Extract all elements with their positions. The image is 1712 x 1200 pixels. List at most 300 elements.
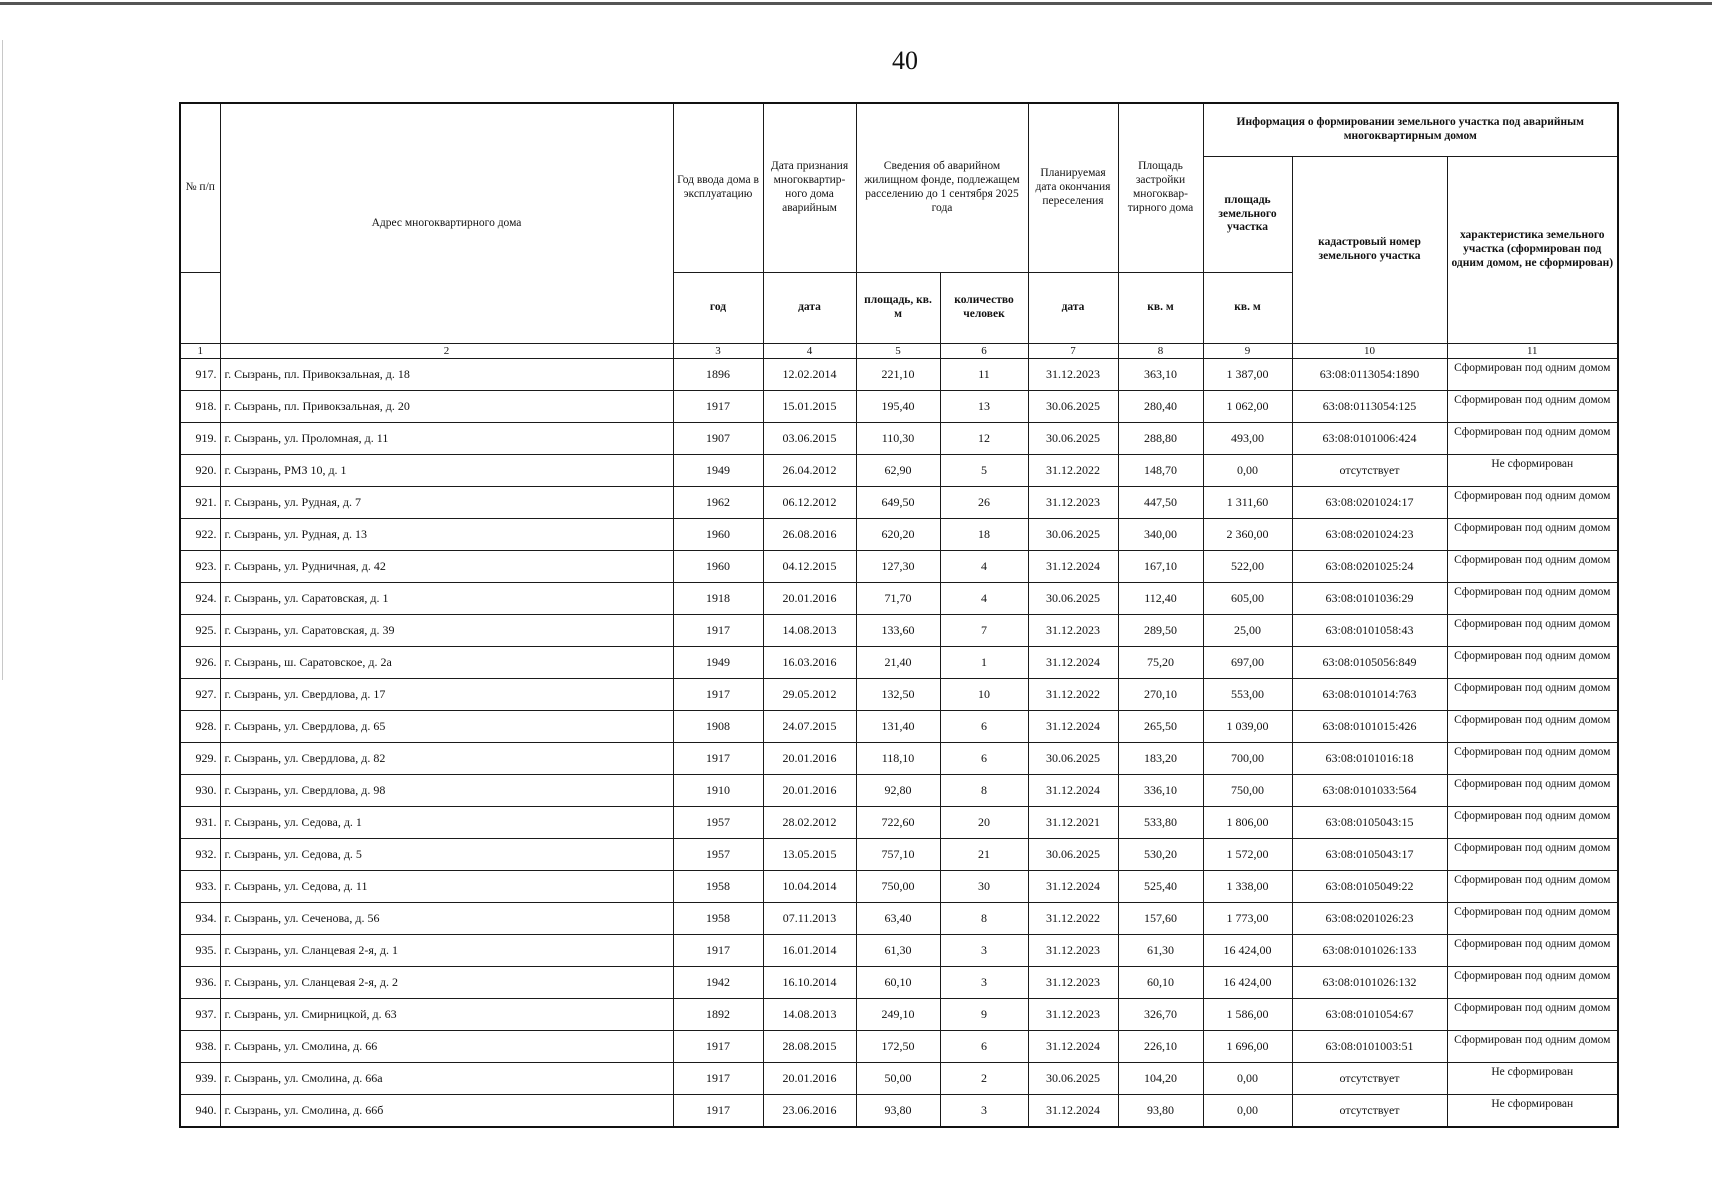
- planned-date: 30.06.2025: [1028, 519, 1118, 551]
- house-address: г. Сызрань, ул. Смолина, д. 66б: [220, 1095, 673, 1128]
- land-status-text: Сформирован под одним домом: [1454, 361, 1611, 374]
- unit-planned-date: дата: [1028, 273, 1118, 344]
- table-row: [180, 839, 1618, 871]
- building-area: 104,20: [1118, 1063, 1203, 1095]
- header-year: Год ввода дома в эксплуатацию: [673, 103, 763, 273]
- row-number: 921.: [180, 487, 220, 519]
- planned-date: 31.12.2023: [1028, 487, 1118, 519]
- cadastral-number: 63:08:0101016:18: [1292, 743, 1447, 775]
- fund-area: 249,10: [856, 999, 940, 1031]
- land-status: [1447, 679, 1618, 711]
- row-number: 919.: [180, 423, 220, 455]
- people-count: 11: [940, 359, 1028, 391]
- land-status-text: Не сформирован: [1491, 1097, 1574, 1110]
- row-number: 927.: [180, 679, 220, 711]
- land-status: [1447, 359, 1618, 391]
- land-status-text: Сформирован под одним домом: [1454, 489, 1611, 502]
- table-row: [180, 871, 1618, 903]
- row-number: 939.: [180, 1063, 220, 1095]
- commission-year: 1958: [673, 871, 763, 903]
- unit-year: год: [673, 273, 763, 344]
- land-status: [1447, 423, 1618, 455]
- recognition-date: 29.05.2012: [763, 679, 856, 711]
- column-number-row: [180, 344, 1618, 359]
- column-number: 7: [1028, 344, 1118, 359]
- house-address: г. Сызрань, пл. Привокзальная, д. 20: [220, 391, 673, 423]
- commission-year: 1960: [673, 551, 763, 583]
- recognition-date: 16.01.2014: [763, 935, 856, 967]
- cadastral-number: 63:08:0201024:23: [1292, 519, 1447, 551]
- planned-date: 31.12.2024: [1028, 647, 1118, 679]
- commission-year: 1962: [673, 487, 763, 519]
- unit-land-sqm: кв. м: [1203, 273, 1292, 344]
- land-area: 16 424,00: [1203, 967, 1292, 999]
- row-number: 920.: [180, 455, 220, 487]
- header-address: Адрес многоквартирного дома: [220, 103, 673, 344]
- house-address: г. Сызрань, ул. Седова, д. 11: [220, 871, 673, 903]
- table-row: [180, 679, 1618, 711]
- recognition-date: 26.08.2016: [763, 519, 856, 551]
- land-status-text: Сформирован под одним домом: [1454, 809, 1611, 822]
- table-row: [180, 615, 1618, 647]
- scan-edge-mark: [2, 40, 3, 680]
- fund-area: 50,00: [856, 1063, 940, 1095]
- recognition-date: 24.07.2015: [763, 711, 856, 743]
- land-status: [1447, 519, 1618, 551]
- commission-year: 1957: [673, 839, 763, 871]
- land-status-text: Сформирован под одним домом: [1454, 553, 1611, 566]
- land-status: [1447, 487, 1618, 519]
- building-area: 167,10: [1118, 551, 1203, 583]
- land-status: [1447, 839, 1618, 871]
- land-status: [1447, 967, 1618, 999]
- house-address: г. Сызрань, пл. Привокзальная, д. 18: [220, 359, 673, 391]
- commission-year: 1908: [673, 711, 763, 743]
- land-status-text: Сформирован под одним домом: [1454, 713, 1611, 726]
- recognition-date: 06.12.2012: [763, 487, 856, 519]
- land-status: [1447, 1063, 1618, 1095]
- table-row: [180, 711, 1618, 743]
- building-area: 289,50: [1118, 615, 1203, 647]
- table-row: [180, 935, 1618, 967]
- commission-year: 1917: [673, 743, 763, 775]
- fund-area: 172,50: [856, 1031, 940, 1063]
- fund-area: 221,10: [856, 359, 940, 391]
- house-address: г. Сызрань, ул. Сеченова, д. 56: [220, 903, 673, 935]
- building-area: 530,20: [1118, 839, 1203, 871]
- building-area: 447,50: [1118, 487, 1203, 519]
- building-area: 270,10: [1118, 679, 1203, 711]
- fund-area: 750,00: [856, 871, 940, 903]
- table-row: [180, 999, 1618, 1031]
- fund-area: 132,50: [856, 679, 940, 711]
- unit-date: дата: [763, 273, 856, 344]
- house-address: г. Сызрань, ул. Саратовская, д. 39: [220, 615, 673, 647]
- planned-date: 31.12.2023: [1028, 967, 1118, 999]
- land-status-text: Сформирован под одним домом: [1454, 1033, 1611, 1046]
- land-status: [1447, 999, 1618, 1031]
- fund-area: 133,60: [856, 615, 940, 647]
- emergency-housing-table: [179, 102, 1619, 1128]
- column-number: 2: [220, 344, 673, 359]
- row-number: 930.: [180, 775, 220, 807]
- house-address: г. Сызрань, ул. Свердлова, д. 65: [220, 711, 673, 743]
- header-cadastral: кадастровый номер земельного участка: [1292, 157, 1447, 344]
- cadastral-number: отсутствует: [1292, 1095, 1447, 1128]
- fund-area: 195,40: [856, 391, 940, 423]
- row-number: 937.: [180, 999, 220, 1031]
- commission-year: 1942: [673, 967, 763, 999]
- building-area: 336,10: [1118, 775, 1203, 807]
- fund-area: 62,90: [856, 455, 940, 487]
- table-row: [180, 455, 1618, 487]
- unit-people: количество человек: [940, 273, 1028, 344]
- recognition-date: 07.11.2013: [763, 903, 856, 935]
- land-status-text: Сформирован под одним домом: [1454, 969, 1611, 982]
- people-count: 6: [940, 1031, 1028, 1063]
- fund-area: 649,50: [856, 487, 940, 519]
- cadastral-number: 63:08:0101003:51: [1292, 1031, 1447, 1063]
- commission-year: 1949: [673, 455, 763, 487]
- people-count: 21: [940, 839, 1028, 871]
- house-address: г. Сызрань, ул. Рудная, д. 7: [220, 487, 673, 519]
- cadastral-number: отсутствует: [1292, 455, 1447, 487]
- land-area: 16 424,00: [1203, 935, 1292, 967]
- building-area: 112,40: [1118, 583, 1203, 615]
- building-area: 280,40: [1118, 391, 1203, 423]
- planned-date: 30.06.2025: [1028, 1063, 1118, 1095]
- land-status: [1447, 455, 1618, 487]
- table-row: [180, 743, 1618, 775]
- land-area: 0,00: [1203, 455, 1292, 487]
- building-area: 60,10: [1118, 967, 1203, 999]
- column-number: 4: [763, 344, 856, 359]
- cadastral-number: 63:08:0201026:23: [1292, 903, 1447, 935]
- land-status-text: Сформирован под одним домом: [1454, 393, 1611, 406]
- recognition-date: 04.12.2015: [763, 551, 856, 583]
- land-area: 1 062,00: [1203, 391, 1292, 423]
- land-status: [1447, 871, 1618, 903]
- land-status-text: Сформирован под одним домом: [1454, 1001, 1611, 1014]
- header-land-info: Информация о формировании земельного участка под аварийным многоквартирным домом: [1203, 103, 1618, 157]
- planned-date: 31.12.2023: [1028, 999, 1118, 1031]
- planned-date: 30.06.2025: [1028, 391, 1118, 423]
- column-number: 3: [673, 344, 763, 359]
- commission-year: 1960: [673, 519, 763, 551]
- house-address: г. Сызрань, ш. Саратовское, д. 2а: [220, 647, 673, 679]
- row-number: 935.: [180, 935, 220, 967]
- commission-year: 1957: [673, 807, 763, 839]
- land-status-text: Сформирован под одним домом: [1454, 521, 1611, 534]
- land-status-text: Сформирован под одним домом: [1454, 937, 1611, 950]
- land-area: 553,00: [1203, 679, 1292, 711]
- commission-year: 1917: [673, 1031, 763, 1063]
- commission-year: 1917: [673, 391, 763, 423]
- fund-area: 60,10: [856, 967, 940, 999]
- building-area: 61,30: [1118, 935, 1203, 967]
- planned-date: 30.06.2025: [1028, 839, 1118, 871]
- house-address: г. Сызрань, ул. Саратовская, д. 1: [220, 583, 673, 615]
- cadastral-number: 63:08:0105043:15: [1292, 807, 1447, 839]
- row-number: 934.: [180, 903, 220, 935]
- building-area: 75,20: [1118, 647, 1203, 679]
- people-count: 30: [940, 871, 1028, 903]
- page-number: 40: [892, 46, 918, 75]
- header-land-area: площадь земельного участка: [1203, 157, 1292, 273]
- cadastral-number: 63:08:0101026:132: [1292, 967, 1447, 999]
- table-row: [180, 1095, 1618, 1128]
- house-address: г. Сызрань, ул. Рудничная, д. 42: [220, 551, 673, 583]
- table-row: [180, 359, 1618, 391]
- building-area: 183,20: [1118, 743, 1203, 775]
- commission-year: 1907: [673, 423, 763, 455]
- row-number: 925.: [180, 615, 220, 647]
- people-count: 6: [940, 743, 1028, 775]
- land-area: 493,00: [1203, 423, 1292, 455]
- commission-year: 1949: [673, 647, 763, 679]
- recognition-date: 12.02.2014: [763, 359, 856, 391]
- fund-area: 118,10: [856, 743, 940, 775]
- row-number: 940.: [180, 1095, 220, 1128]
- house-address: г. Сызрань, РМЗ 10, д. 1: [220, 455, 673, 487]
- recognition-date: 15.01.2015: [763, 391, 856, 423]
- planned-date: 30.06.2025: [1028, 583, 1118, 615]
- people-count: 12: [940, 423, 1028, 455]
- cadastral-number: отсутствует: [1292, 1063, 1447, 1095]
- commission-year: 1892: [673, 999, 763, 1031]
- house-address: г. Сызрань, ул. Седова, д. 1: [220, 807, 673, 839]
- land-status: [1447, 615, 1618, 647]
- commission-year: 1910: [673, 775, 763, 807]
- table-row: [180, 1031, 1618, 1063]
- table-row: [180, 583, 1618, 615]
- building-area: 326,70: [1118, 999, 1203, 1031]
- planned-date: 31.12.2024: [1028, 775, 1118, 807]
- recognition-date: 20.01.2016: [763, 743, 856, 775]
- fund-area: 92,80: [856, 775, 940, 807]
- land-area: 1 806,00: [1203, 807, 1292, 839]
- planned-date: 31.12.2022: [1028, 455, 1118, 487]
- unit-sqm: кв. м: [1118, 273, 1203, 344]
- commission-year: 1958: [673, 903, 763, 935]
- cadastral-number: 63:08:0105049:22: [1292, 871, 1447, 903]
- row-number: 936.: [180, 967, 220, 999]
- land-status-text: Сформирован под одним домом: [1454, 777, 1611, 790]
- header-num: № п/п: [180, 103, 220, 273]
- land-status: [1447, 935, 1618, 967]
- land-status-text: Сформирован под одним домом: [1454, 681, 1611, 694]
- row-number: 932.: [180, 839, 220, 871]
- people-count: 3: [940, 1095, 1028, 1128]
- row-number: 922.: [180, 519, 220, 551]
- row-number: 938.: [180, 1031, 220, 1063]
- cadastral-number: 63:08:0101014:763: [1292, 679, 1447, 711]
- planned-date: 31.12.2024: [1028, 1095, 1118, 1128]
- header-land-characteristic: характеристика земельного участка (сформирован под одним домом, не сформирован): [1447, 157, 1618, 344]
- column-number: 6: [940, 344, 1028, 359]
- land-area: 1 039,00: [1203, 711, 1292, 743]
- recognition-date: 20.01.2016: [763, 583, 856, 615]
- people-count: 3: [940, 935, 1028, 967]
- land-area: 697,00: [1203, 647, 1292, 679]
- planned-date: 31.12.2023: [1028, 359, 1118, 391]
- recognition-date: 28.02.2012: [763, 807, 856, 839]
- commission-year: 1917: [673, 615, 763, 647]
- top-border-line: [0, 2, 1712, 5]
- people-count: 2: [940, 1063, 1028, 1095]
- commission-year: 1917: [673, 1095, 763, 1128]
- cadastral-number: 63:08:0101006:424: [1292, 423, 1447, 455]
- land-status-text: Сформирован под одним домом: [1454, 745, 1611, 758]
- column-number: 10: [1292, 344, 1447, 359]
- land-area: 0,00: [1203, 1095, 1292, 1128]
- people-count: 8: [940, 903, 1028, 935]
- land-area: 605,00: [1203, 583, 1292, 615]
- unit-area: площадь, кв. м: [856, 273, 940, 344]
- planned-date: 31.12.2023: [1028, 935, 1118, 967]
- land-area: 750,00: [1203, 775, 1292, 807]
- people-count: 6: [940, 711, 1028, 743]
- land-status: [1447, 903, 1618, 935]
- recognition-date: 10.04.2014: [763, 871, 856, 903]
- table-row: [180, 551, 1618, 583]
- people-count: 26: [940, 487, 1028, 519]
- fund-area: 71,70: [856, 583, 940, 615]
- commission-year: 1896: [673, 359, 763, 391]
- row-number: 928.: [180, 711, 220, 743]
- land-area: 1 696,00: [1203, 1031, 1292, 1063]
- row-number: 926.: [180, 647, 220, 679]
- building-area: 288,80: [1118, 423, 1203, 455]
- land-status: [1447, 1095, 1618, 1128]
- table-row: [180, 647, 1618, 679]
- building-area: 340,00: [1118, 519, 1203, 551]
- row-number: 923.: [180, 551, 220, 583]
- house-address: г. Сызрань, ул. Смолина, д. 66а: [220, 1063, 673, 1095]
- fund-area: 63,40: [856, 903, 940, 935]
- cadastral-number: 63:08:0101054:67: [1292, 999, 1447, 1031]
- table-row: [180, 903, 1618, 935]
- people-count: 4: [940, 551, 1028, 583]
- planned-date: 31.12.2023: [1028, 615, 1118, 647]
- fund-area: 127,30: [856, 551, 940, 583]
- commission-year: 1917: [673, 679, 763, 711]
- header-num-continued: [180, 273, 220, 344]
- recognition-date: 03.06.2015: [763, 423, 856, 455]
- cadastral-number: 63:08:0101026:133: [1292, 935, 1447, 967]
- row-number: 929.: [180, 743, 220, 775]
- people-count: 7: [940, 615, 1028, 647]
- commission-year: 1918: [673, 583, 763, 615]
- column-number: 5: [856, 344, 940, 359]
- header-planned-date: Планируемая дата окончания переселения: [1028, 103, 1118, 273]
- building-area: 363,10: [1118, 359, 1203, 391]
- header-recognition-date: Дата признания многоквартир-ного дома аварийным: [763, 103, 856, 273]
- recognition-date: 13.05.2015: [763, 839, 856, 871]
- land-area: 1 338,00: [1203, 871, 1292, 903]
- house-address: г. Сызрань, ул. Сланцевая 2-я, д. 2: [220, 967, 673, 999]
- land-status-text: Сформирован под одним домом: [1454, 649, 1611, 662]
- building-area: 533,80: [1118, 807, 1203, 839]
- recognition-date: 28.08.2015: [763, 1031, 856, 1063]
- land-status-text: Сформирован под одним домом: [1454, 585, 1611, 598]
- land-status: [1447, 807, 1618, 839]
- table-row: [180, 967, 1618, 999]
- row-number: 917.: [180, 359, 220, 391]
- fund-area: 757,10: [856, 839, 940, 871]
- column-number: 1: [180, 344, 220, 359]
- house-address: г. Сызрань, ул. Смолина, д. 66: [220, 1031, 673, 1063]
- house-address: г. Сызрань, ул. Проломная, д. 11: [220, 423, 673, 455]
- fund-area: 21,40: [856, 647, 940, 679]
- house-address: г. Сызрань, ул. Свердлова, д. 98: [220, 775, 673, 807]
- fund-area: 93,80: [856, 1095, 940, 1128]
- land-status: [1447, 647, 1618, 679]
- recognition-date: 16.03.2016: [763, 647, 856, 679]
- planned-date: 30.06.2025: [1028, 423, 1118, 455]
- cadastral-number: 63:08:0113054:125: [1292, 391, 1447, 423]
- cadastral-number: 63:08:0105056:849: [1292, 647, 1447, 679]
- table-row: [180, 519, 1618, 551]
- land-status: [1447, 391, 1618, 423]
- land-area: 0,00: [1203, 1063, 1292, 1095]
- table-row: [180, 391, 1618, 423]
- commission-year: 1917: [673, 935, 763, 967]
- column-number: 9: [1203, 344, 1292, 359]
- house-address: г. Сызрань, ул. Седова, д. 5: [220, 839, 673, 871]
- land-status-text: Не сформирован: [1491, 457, 1574, 470]
- land-status-text: Не сформирован: [1491, 1065, 1574, 1078]
- recognition-date: 20.01.2016: [763, 1063, 856, 1095]
- planned-date: 30.06.2025: [1028, 743, 1118, 775]
- table-row: [180, 423, 1618, 455]
- table-row: [180, 807, 1618, 839]
- land-status: [1447, 1031, 1618, 1063]
- planned-date: 31.12.2022: [1028, 903, 1118, 935]
- fund-area: 61,30: [856, 935, 940, 967]
- recognition-date: 26.04.2012: [763, 455, 856, 487]
- row-number: 924.: [180, 583, 220, 615]
- building-area: 93,80: [1118, 1095, 1203, 1128]
- recognition-date: 14.08.2013: [763, 615, 856, 647]
- land-status: [1447, 775, 1618, 807]
- recognition-date: 20.01.2016: [763, 775, 856, 807]
- header-housing-fund: Сведения об аварийном жилищном фонде, подлежащем расселению до 1 сентября 2025 года: [856, 103, 1028, 273]
- cadastral-number: 63:08:0105043:17: [1292, 839, 1447, 871]
- people-count: 13: [940, 391, 1028, 423]
- column-number: 11: [1447, 344, 1618, 359]
- land-area: 1 773,00: [1203, 903, 1292, 935]
- land-area: 1 311,60: [1203, 487, 1292, 519]
- row-number: 918.: [180, 391, 220, 423]
- row-number: 933.: [180, 871, 220, 903]
- land-area: 1 586,00: [1203, 999, 1292, 1031]
- commission-year: 1917: [673, 1063, 763, 1095]
- header-building-area: Площадь застройки многоквар-тирного дома: [1118, 103, 1203, 273]
- house-address: г. Сызрань, ул. Свердлова, д. 82: [220, 743, 673, 775]
- fund-area: 131,40: [856, 711, 940, 743]
- land-status: [1447, 743, 1618, 775]
- land-status-text: Сформирован под одним домом: [1454, 841, 1611, 854]
- building-area: 157,60: [1118, 903, 1203, 935]
- cadastral-number: 63:08:0101058:43: [1292, 615, 1447, 647]
- people-count: 1: [940, 647, 1028, 679]
- cadastral-number: 63:08:0201024:17: [1292, 487, 1447, 519]
- planned-date: 31.12.2024: [1028, 1031, 1118, 1063]
- land-status-text: Сформирован под одним домом: [1454, 617, 1611, 630]
- planned-date: 31.12.2024: [1028, 871, 1118, 903]
- column-number: 8: [1118, 344, 1203, 359]
